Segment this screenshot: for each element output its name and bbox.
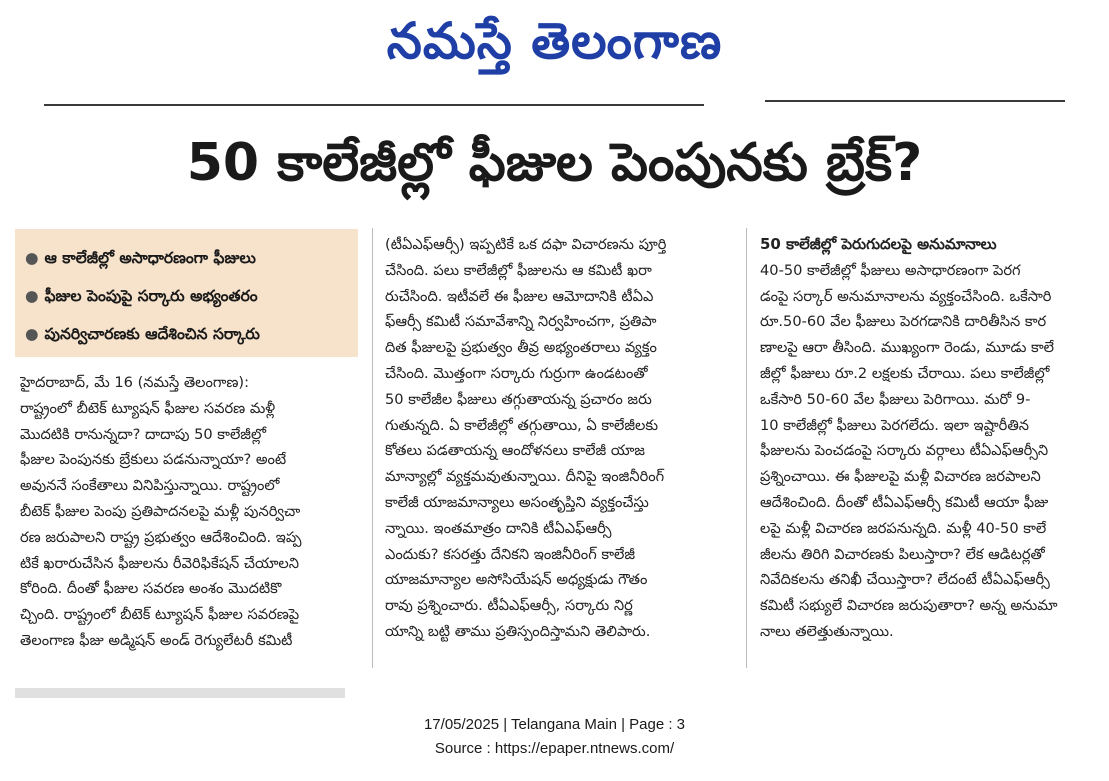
article-line: నివేదికలను తనిఖీ చేయిస్తారా? లేదంటే టీఏఎఫ్ఆర్సీ <box>760 571 1050 589</box>
article-line: 10 కాలేజీల్లో ఫీజులు పెరగలేదు. ఇలా ఇష్టారీతిన <box>760 416 1029 434</box>
article-line: అవుననే సంకేతాలు వినిపిస్తున్నాయి. రాష్ట్రంలో <box>20 477 280 495</box>
article-line: ఒకేసారి 50-60 వేల ఫీజులు పెరిగాయి. మరో 9- <box>760 390 1031 408</box>
article-line: రాష్ట్రంలో బీటెక్ ట్యూషన్ ఫీజుల సవరణ మళ్లీ <box>20 399 276 417</box>
article-line: మాన్యాల్లో వ్యక్తమవుతున్నాయి. దీనిపై ఇంజినీరింగ్ <box>385 468 665 486</box>
highlight-item: ● ఆ కాలేజీల్లో అసాధారణంగా ఫీజులు <box>25 249 256 267</box>
article-line: ఫ్ఆర్సీ కమిటీ సమావేశాన్ని నిర్వహించగా, ప్రతిపా <box>385 313 657 331</box>
article-line: రావు ప్రశ్నించారు. టీఏఎఫ్ఆర్సీ, సర్కారు నిర్ణ <box>385 597 633 615</box>
article-column-3 <box>760 232 1108 645</box>
article-line: చేసింది. మొత్తంగా సర్కారు గుర్రుగా ఉండటంతో <box>385 364 648 382</box>
article-line: న్నాయి. ఇంతమాత్రం దానికి టీఏఎఫ్ఆర్సీ <box>385 519 612 537</box>
article-line: కోరింది. దీంతో ఫీజుల సవరణ అంశం మొదటికొ <box>20 580 282 598</box>
footer-dateline: 17/05/2025 | Telangana Main | Page : 3 <box>423 716 686 733</box>
article-line: మొదటికి రానున్నదా? దాదాపు 50 కాలేజీల్లో <box>20 425 266 443</box>
article-line: హైదరాబాద్, మే 16 (నమస్తే తెలంగాణ): <box>20 374 250 391</box>
bullet-icon: ● <box>25 249 39 267</box>
article-line: కోతలు పడతాయన్న ఆందోళనలు కాలేజీ యాజ <box>385 442 645 460</box>
article-line: ప్రశ్నించాయి. ఈ ఫీజులపై మళ్లీ విచారణ జరపాలని <box>760 468 1041 486</box>
article-line: రుచేసింది. ఇటీవలే ఈ ఫీజుల ఆమోదానికి టీఏఎ <box>385 287 654 305</box>
masthead-title: నమస్తే తెలంగాణ <box>386 12 723 70</box>
article-line: (టీఏఎఫ్ఆర్సీ) ఇప్పటికే ఒక దఫా విచారణను పూర్తి <box>385 236 667 253</box>
article-line: యాజమాన్యాల అసోసియేషన్ అధ్యక్షుడు గౌతం <box>385 571 648 589</box>
highlight-item: ● పునర్విచారణకు ఆదేశించిన సర్కారు <box>25 325 260 343</box>
article-line: ఫీజుల పెంపునకు బ్రేకులు పడనున్నాయా? అంటే <box>20 451 287 469</box>
article-line: ఎందుకు? కసరత్తు దేనికని ఇంజినీరింగ్ కాలేజీ <box>385 545 636 563</box>
column-end-bar <box>15 688 345 698</box>
article-line: జీలను తిరిగి విచారణకు పిలుస్తారా? లేక ఆడిటర్లతో <box>760 545 1045 563</box>
article-line: జీల్లో ఫీజులు రూ.2 లక్షలకు చేరాయి. పలు కాలేజీల్లో <box>760 364 1050 382</box>
article-line: డంపై సర్కార్ అనుమానాలను వ్యక్తంచేసింది. ఒకేసారి <box>760 287 1052 305</box>
article-line: 50 కాలేజీల ఫీజులు తగ్గుతాయన్న ప్రచారం జరు <box>385 390 652 408</box>
article-line: దిత ఫీజులపై ప్రభుత్వం తీవ్ర అభ్యంతరాలు వ్యక్తం <box>385 339 657 357</box>
article-line: 40-50 కాలేజీల్లో ఫీజులు అసాధారణంగా పెరగ <box>760 261 1021 279</box>
article-line: చ్చింది. రాష్ట్రంలో బీటెక్ ట్యూషన్ ఫీజుల సవరణపై <box>20 606 300 624</box>
bullet-icon: ● <box>25 325 39 343</box>
article-line: తెలంగాణ ఫీజు అడ్మిషన్ అండ్ రెగ్యులేటరీ కమిటీ <box>20 631 293 649</box>
masthead-rule-right <box>765 100 1065 102</box>
newspaper-masthead <box>0 6 1109 76</box>
footer-source: Source : https://epaper.ntnews.com/ <box>434 740 675 757</box>
column-subheading: 50 కాలేజీల్లో పెరుగుదలపై అనుమానాలు <box>760 235 997 253</box>
masthead-rule-left <box>44 104 704 106</box>
article-line: ణాలపై ఆరా తీసింది. ముఖ్యంగా రెండు, మూడు కాలే <box>760 339 1055 357</box>
article-line: రణ జరుపాలని రాష్ట్ర ప్రభుత్వం ఆదేశించింది. ఇప్ప <box>20 528 302 546</box>
article-line: చేసింది. పలు కాలేజీల్లో ఫీజులను ఆ కమిటీ ఖరా <box>385 261 652 279</box>
article-line: కాలేజీ యాజమాన్యాలు అసంతృప్తిని వ్యక్తంచేస్తు <box>385 493 649 511</box>
article-line: కమిటీ సభ్యులే విచారణ జరుపుతారా? అన్న అనుమా <box>760 597 1058 615</box>
article-line: గుతున్నది. ఏ కాలేజీల్లో తగ్గుతాయి, ఏ కాలేజీలకు <box>385 416 659 434</box>
article-column-2 <box>385 232 730 645</box>
article-line: ఆదేశించింది. దీంతో టీఏఎఫ్ఆర్సీ కమిటీ ఆయా ఫీజు <box>760 493 1049 511</box>
article-column-1 <box>20 370 362 654</box>
article-headline: 50 కాలేజీల్లో ఫీజుల పెంపునకు బ్రేక్? <box>186 133 923 193</box>
highlight-item: ● ఫీజుల పెంపుపై సర్కారు అభ్యంతరం <box>25 287 258 305</box>
article-line: టికే ఖరారుచేసిన ఫీజులను రీవెరిఫికేషన్ చేయాలని <box>20 554 300 572</box>
column-divider <box>372 228 373 668</box>
bullet-icon: ● <box>25 287 39 305</box>
highlights-box <box>15 229 358 357</box>
article-line: లపై మళ్లీ విచారణ జరపనున్నది. మళ్లీ 40-50 కాలే <box>760 519 1047 537</box>
article-line: నాలు తలెత్తుతున్నాయి. <box>760 622 894 640</box>
column-divider <box>746 228 747 668</box>
article-line: ఫీజులను పెంచడంపై సర్కారు వర్గాలు టీఏఎఫ్ఆర్సీని <box>760 442 1049 460</box>
article-line: యాన్ని బట్టి తాము ప్రతిస్పందిస్తామని తెలిపారు. <box>385 622 651 640</box>
article-line: బీటెక్ ఫీజుల పెంపు ప్రతిపాదనలపై మళ్లీ పునర్విచా <box>20 502 301 520</box>
article-line: రూ.50-60 వేల ఫీజులు పెరగడానికి దారితీసిన కార <box>760 313 1047 331</box>
